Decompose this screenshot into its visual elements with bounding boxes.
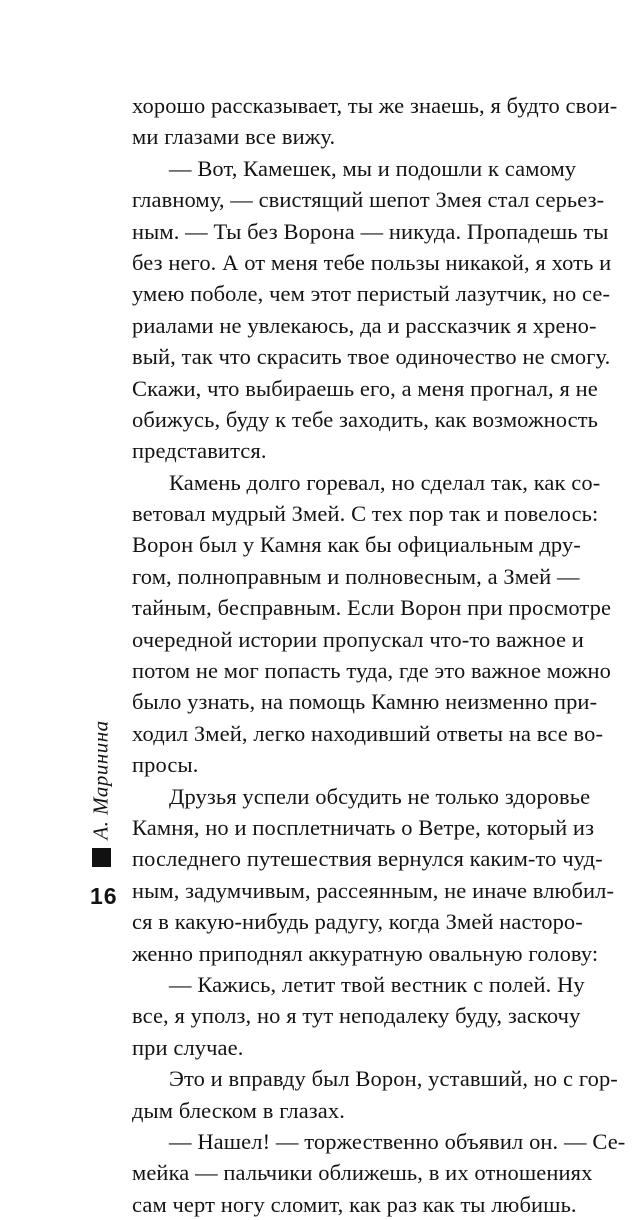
page-number: 16: [90, 883, 118, 909]
text-line: представится.: [132, 438, 267, 464]
body-text: [132, 90, 626, 1220]
text-line: женно приподнял аккуратную овальную голову:: [132, 940, 599, 966]
text-line: ным, задумчивым, рассеянным, не иначе влюбил-: [132, 877, 615, 903]
text-line: риалами не увлекаюсь, да и рассказчик я хрено-: [132, 312, 597, 338]
text-line: хорошо рассказывает, ты же знаешь, я будто свои-: [132, 93, 618, 118]
text-line: последнего путешествия вернулся каким-то чуд-: [132, 846, 603, 872]
running-author-text: А. Маринина: [88, 720, 113, 840]
text-line: — Нашел! — торжественно объявил он. — Се-: [169, 1128, 626, 1154]
text-line: Скажи, что выбираешь его, а меня прогнал, я не: [132, 375, 598, 401]
text-line: Ворон был у Камня как бы официальным дру-: [132, 532, 581, 558]
text-line: — Кажись, летит твой вестник с полей. Ну: [169, 971, 585, 997]
text-line: без него. А от меня тебе пользы никакой, я хоть и: [132, 249, 612, 275]
text-line: было узнать, на помощь Камню неизменно при-: [132, 689, 598, 715]
text-line: ходил Змей, легко находивший ответы на все во-: [132, 720, 604, 746]
text-line: главному, — свистящий шепот Змея стал серьез-: [132, 187, 605, 213]
running-author: [86, 720, 116, 840]
text-line: при случае.: [132, 1034, 244, 1060]
text-line: Друзья успели обсудить не только здоровье: [169, 783, 591, 809]
text-line: гом, полноправным и полновесным, а Змей —: [132, 563, 580, 589]
text-line: просы.: [132, 752, 199, 778]
text-line: вый, так что скрасить твое одиночество не смогу.: [132, 344, 611, 370]
text-line: все, я уполз, но я тут неподалеку буду, заскочу: [132, 1003, 581, 1029]
text-line: ся в какую-нибудь радугу, когда Змей насторо-: [132, 909, 583, 935]
text-line: ветовал мудрый Змей. С тех пор так и повелось:: [132, 501, 599, 527]
text-line: ным. — Ты без Ворона — никуда. Пропадешь ты: [132, 218, 609, 244]
text-line: Камня, но и посплетничать о Ветре, который из: [132, 814, 595, 840]
text-line: — Вот, Камешек, мы и подошли к самому: [169, 155, 577, 181]
text-line: дым блеском в глазах.: [132, 1097, 345, 1123]
text-line: тайным, бесправным. Если Ворон при просмотре: [132, 595, 612, 621]
text-line: Камень долго горевал, но сделал так, как со-: [169, 469, 601, 495]
text-line: мейка — пальчики оближешь, в их отношениях: [132, 1160, 593, 1186]
text-line: ми глазами все вижу.: [132, 124, 336, 150]
text-line: очередной истории пропускал что-то важное и: [132, 626, 584, 652]
text-line: сам черт ногу сломит, как раз как ты любишь.: [132, 1191, 577, 1217]
text-line: умею поболе, чем этот перистый лазутчик, но се-: [132, 281, 611, 307]
text-line: обижусь, буду к тебе заходить, как возможность: [132, 406, 599, 432]
text-line: Это и вправду был Ворон, уставший, но с гор-: [169, 1066, 618, 1092]
text-line: потом не мог попасть туда, где это важное можно: [132, 658, 612, 684]
folio-square-marker: [92, 848, 111, 867]
